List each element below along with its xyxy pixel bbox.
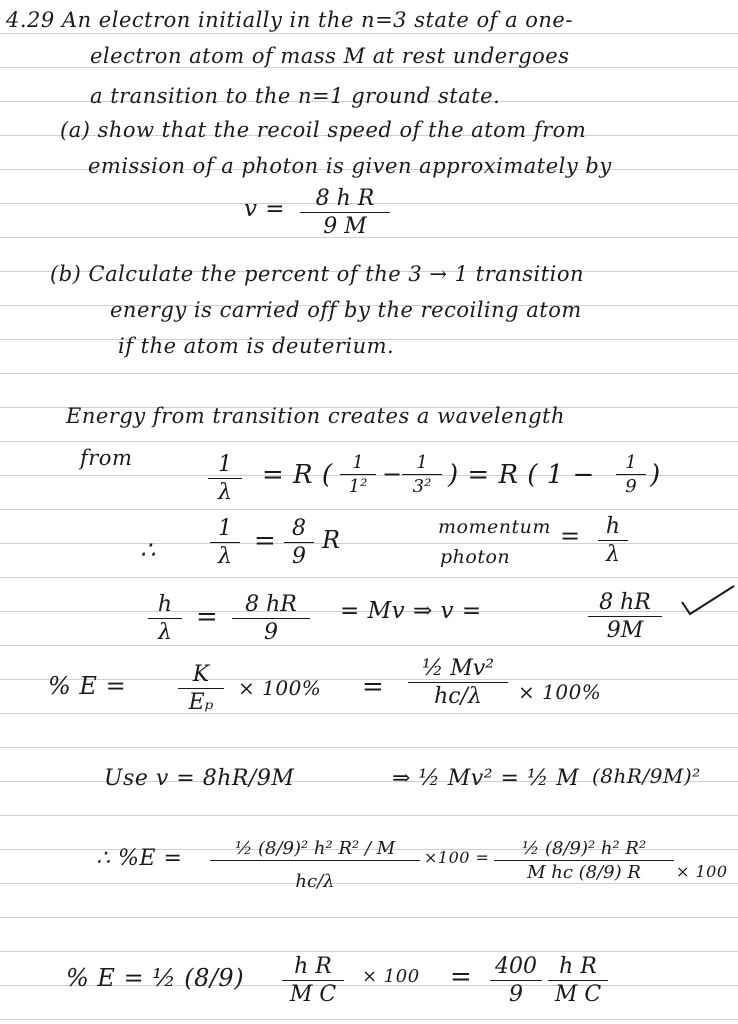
eq3-result-num: 8 hR bbox=[588, 590, 662, 617]
given-eq-fraction bbox=[300, 186, 390, 239]
eq1-f1-den: 1² bbox=[348, 476, 368, 497]
problem-line-7: energy is carried off by the recoiling atom bbox=[110, 298, 582, 322]
given-eq-denominator: 9 M bbox=[323, 214, 367, 239]
eq1-f2-den: 3² bbox=[412, 476, 432, 497]
eq7-coef bbox=[490, 954, 542, 1007]
eq2-eq: = bbox=[254, 526, 277, 556]
eq2-lhs bbox=[210, 516, 240, 569]
eq1-lhs bbox=[208, 452, 242, 505]
eq2-coef-den: 9 bbox=[292, 544, 306, 569]
eq1-f3-num: 1 bbox=[616, 452, 646, 475]
eq4-lhs: % E = bbox=[48, 672, 127, 700]
eq5-paren: (8hR/9M)² bbox=[592, 764, 701, 788]
eq4-frac-2 bbox=[408, 656, 508, 709]
eq6-times: ×100 = bbox=[424, 848, 490, 867]
eq6-times-2: × 100 bbox=[676, 862, 728, 881]
eq3-coef-den: 9 bbox=[264, 620, 278, 645]
eq7-times: × 100 bbox=[362, 966, 420, 987]
eq2-lhs-num: 1 bbox=[210, 516, 240, 543]
eq1-frac-1 bbox=[340, 452, 376, 497]
eq7-frac-1 bbox=[282, 954, 344, 1007]
eq2-r: R bbox=[322, 526, 341, 554]
given-eq-lhs: v = bbox=[244, 196, 286, 222]
eq2-coef bbox=[284, 516, 314, 569]
problem-line-6: (b) Calculate the percent of the 3 → 1 transition bbox=[50, 262, 585, 286]
solution-from: from bbox=[80, 446, 133, 470]
eq3-lhs-den: λ bbox=[158, 620, 172, 645]
eq1-f2-num: 1 bbox=[402, 452, 442, 475]
momentum-label: momentum bbox=[438, 516, 551, 538]
momentum-den: λ bbox=[606, 542, 620, 567]
solution-line-1: Energy from transition creates a wavelength bbox=[66, 404, 565, 428]
checkmark-icon bbox=[680, 584, 738, 620]
eq7-result-num: h R bbox=[548, 954, 608, 981]
eq7-num: h R bbox=[282, 954, 344, 981]
problem-line-3: a transition to the n=1 ground state. bbox=[90, 84, 501, 108]
eq6-f2-num: ½ (8/9)² h² R² bbox=[494, 838, 674, 861]
problem-line-2: electron atom of mass M at rest undergoes bbox=[90, 44, 570, 68]
eq1-f3-den: 9 bbox=[625, 476, 637, 497]
eq6-therefore: ∴ %E = bbox=[96, 846, 183, 871]
eq4-f1-num: K bbox=[178, 662, 224, 689]
problem-line-5: emission of a photon is given approximately by bbox=[88, 154, 612, 178]
eq1-minus: − bbox=[382, 460, 403, 488]
eq4-f2-den: hc/λ bbox=[434, 684, 482, 709]
eq7-coef-num: 400 bbox=[490, 954, 542, 981]
eq3-result-den: 9M bbox=[606, 618, 644, 643]
eq3-lhs-num: h bbox=[148, 592, 182, 619]
eq7-result bbox=[548, 954, 608, 1007]
eq3-coef-num: 8 hR bbox=[232, 592, 310, 619]
eq7-result-den: M C bbox=[554, 982, 602, 1007]
eq3-lhs bbox=[148, 592, 182, 645]
eq1-lhs-den: λ bbox=[218, 480, 232, 505]
eq3-result bbox=[588, 590, 662, 643]
eq4-f2-num: ½ Mv² bbox=[408, 656, 508, 683]
eq1-frac-3 bbox=[616, 452, 646, 497]
eq3-coef bbox=[232, 592, 310, 645]
problem-line-1: 4.29 An electron initially in the n=3 state of a one- bbox=[6, 8, 573, 32]
eq6-frac-2 bbox=[494, 838, 674, 883]
eq4-times-1: × 100% bbox=[238, 676, 322, 700]
eq6-f1-num: ½ (8/9)² h² R² / M bbox=[210, 838, 420, 861]
eq2-coef-num: 8 bbox=[284, 516, 314, 543]
eq2-lhs-den: λ bbox=[218, 544, 232, 569]
eq1-rhs: ) = R ( 1 − bbox=[448, 460, 595, 490]
eq6-f1-den: hc/λ bbox=[295, 871, 335, 892]
photon-label: photon bbox=[440, 546, 511, 568]
eq7-coef-den: 9 bbox=[509, 982, 523, 1007]
eq1-frac-2 bbox=[402, 452, 442, 497]
eq5-arrow: ⇒ ½ Mv² = ½ M bbox=[392, 766, 580, 791]
eq1-lhs-num: 1 bbox=[208, 452, 242, 479]
given-eq-numerator: 8 h R bbox=[300, 186, 390, 213]
problem-line-8: if the atom is deuterium. bbox=[118, 334, 395, 358]
eq1-mid: = R ( bbox=[262, 460, 333, 490]
eq6-frac-1 bbox=[210, 838, 420, 892]
eq7-eq: = bbox=[450, 962, 473, 992]
eq4-frac-1 bbox=[178, 662, 224, 715]
eq1-close: ) bbox=[650, 460, 661, 490]
eq4-f1-den: Eₚ bbox=[188, 690, 214, 715]
eq1-f1-num: 1 bbox=[340, 452, 376, 475]
eq2-therefore: ∴ bbox=[140, 536, 156, 564]
eq3-mid: = Mv ⇒ v = bbox=[340, 598, 482, 624]
momentum-frac bbox=[598, 514, 628, 567]
eq5-text: Use v = 8hR/9M bbox=[104, 766, 295, 791]
eq4-eq: = bbox=[362, 672, 385, 702]
problem-line-4: (a) show that the recoil speed of the atom from bbox=[60, 118, 587, 142]
eq7-lhs: % E = ½ (8/9) bbox=[66, 964, 245, 992]
eq7-den: M C bbox=[289, 982, 337, 1007]
eq4-times-2: × 100% bbox=[518, 680, 602, 704]
momentum-num: h bbox=[598, 514, 628, 541]
eq3-eq: = bbox=[196, 602, 219, 632]
momentum-eq: = bbox=[560, 522, 581, 550]
eq6-f2-den: M hc (8/9) R bbox=[527, 862, 641, 883]
